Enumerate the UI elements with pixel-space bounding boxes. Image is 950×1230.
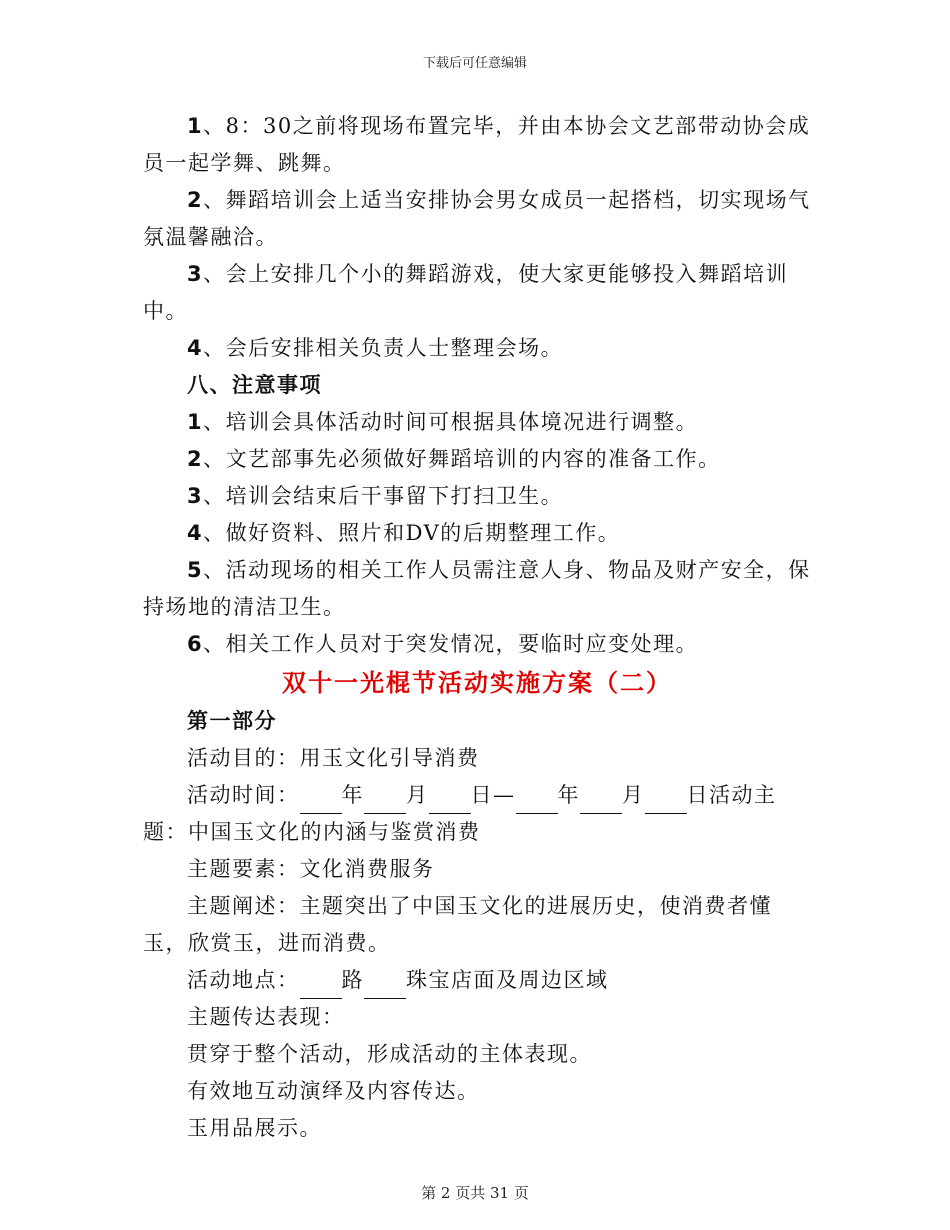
blank-field — [364, 789, 406, 814]
list-item: 2、舞蹈培训会上适当安排协会男女成员一起搭档，切实现场气氛温馨融洽。 — [143, 188, 811, 249]
blank-field — [364, 974, 406, 999]
blank-field — [580, 789, 622, 814]
theme-description: 主题阐述：主题突出了中国玉文化的进展历史，使消费者懂玉，欣赏玉，进而消费。 — [143, 894, 772, 955]
activity-purpose: 活动目的：用玉文化引导消费 — [187, 746, 480, 770]
document-title: 双十一光棍节活动实施方案（二） — [282, 669, 672, 697]
list-item: 4、做好资料、照片和DV的后期整理工作。 — [187, 521, 621, 545]
section-heading: 八、注意事项 — [187, 373, 322, 397]
theme-expression: 主题传达表现： — [187, 1005, 345, 1029]
page-header: 下载后可任意编辑 — [422, 56, 527, 71]
activity-place: 活动地点： 路 珠宝店面及周边区域 — [143, 962, 811, 999]
blank-field — [429, 789, 471, 814]
page-content — [143, 108, 811, 1147]
list-item: 4、会后安排相关负责人士整理会场。 — [187, 336, 564, 360]
part-heading: 第一部分 — [187, 709, 277, 733]
list-item: 贯穿于整个活动，形成活动的主体表现。 — [187, 1042, 592, 1066]
activity-time: 活动时间： 年 月 日— 年 月 日活动主题：中国玉文化的内涵与鉴赏消费 — [143, 783, 777, 844]
list-item: 1、8：30之前将现场布置完毕，并由本协会文艺部带动协会成员一起学舞、跳舞。 — [143, 114, 811, 175]
list-item: 1、培训会具体活动时间可根据具体境况进行调整。 — [187, 410, 699, 434]
list-item: 3、会上安排几个小的舞蹈游戏，使大家更能够投入舞蹈培训中。 — [143, 262, 789, 323]
blank-field — [516, 789, 558, 814]
theme-elements: 主题要素：文化消费服务 — [187, 857, 435, 881]
blank-field — [645, 789, 687, 814]
blank-field — [300, 974, 342, 999]
list-item: 有效地互动演绎及内容传达。 — [187, 1079, 480, 1103]
list-item: 3、培训会结束后干事留下打扫卫生。 — [187, 484, 564, 508]
list-item: 6、相关工作人员对于突发情况，要临时应变处理。 — [187, 632, 699, 656]
list-item: 玉用品展示。 — [187, 1116, 322, 1140]
list-item: 2、文艺部事先必须做好舞蹈培训的内容的准备工作。 — [187, 447, 721, 471]
blank-field — [300, 789, 342, 814]
page-footer: 第 2 页共 31 页 — [421, 1184, 529, 1202]
list-item: 5、活动现场的相关工作人员需注意人身、物品及财产安全，保持场地的清洁卫生。 — [143, 558, 811, 619]
